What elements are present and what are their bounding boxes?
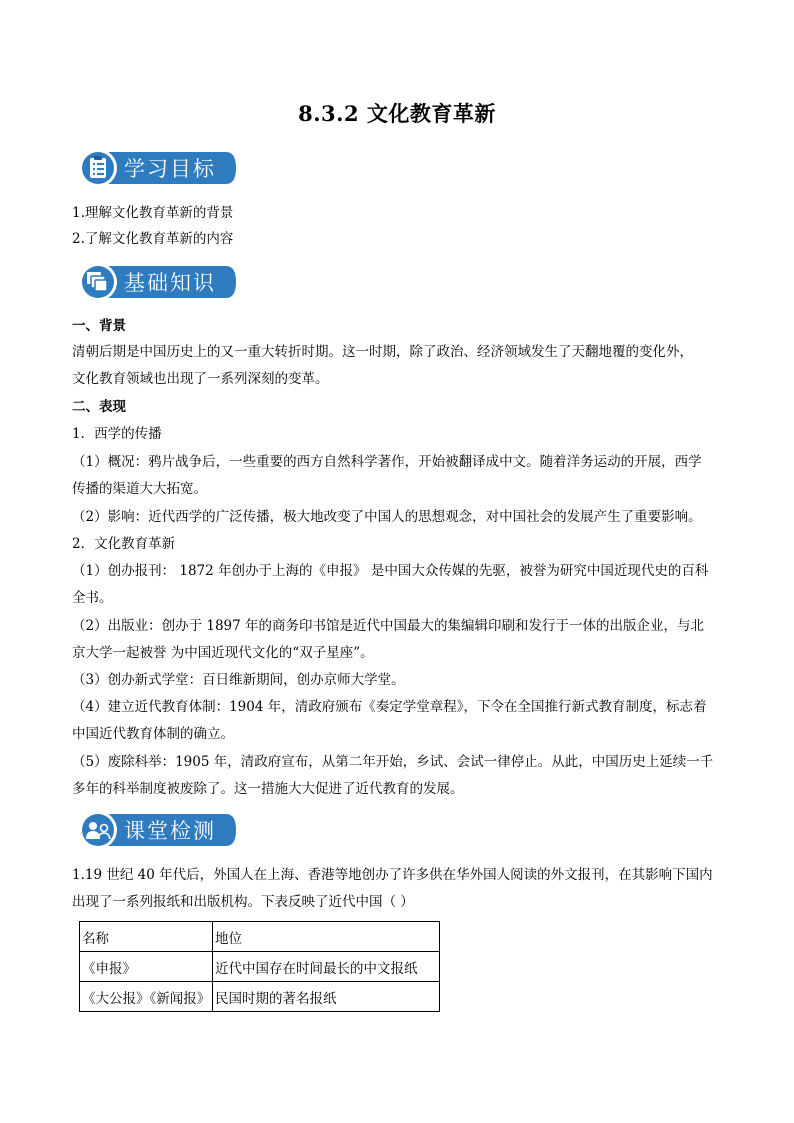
background-text-line-1: 清朝后期是中国历史上的又一重大转折时期。这一时期，除了政治、经济领域发生了天翻地覆的变化外， — [72, 344, 693, 360]
newspaper-table — [79, 921, 440, 1012]
question-1-line-1: 1.19 世纪 40 年代后，外国人在上海、香港等地创办了许多供在华外国人阅读的外文报刊，在其影响下国内 — [72, 867, 713, 883]
page-title: 8.3.2 文化教育革新 — [298, 101, 496, 126]
goal-item-1: 1.理解文化教育革新的背景 — [72, 205, 234, 221]
table-cell: 《大公报》《新闻报》 — [80, 982, 213, 1012]
heading-background: 一、背景 — [72, 318, 126, 334]
newspaper-line-2: 全书。 — [72, 590, 113, 606]
section-title-check: 课堂检测 — [124, 819, 216, 843]
table-row — [80, 982, 440, 1012]
table-header-row — [80, 922, 440, 952]
background-text-line-2: 文化教育领域也出现了一系列深刻的变革。 — [72, 371, 329, 387]
exam-abolition-line-2: 多年的科举制度被废除了。这一措施大大促进了近代教育的发展。 — [72, 781, 464, 797]
subheading-culture-education: 2．文化教育革新 — [72, 536, 176, 552]
publishing-line-2: 京大学一起被誉 为中国近现代文化的“双子星座”。 — [72, 645, 374, 661]
section-title-knowledge: 基础知识 — [124, 271, 216, 295]
subheading-western-learning: 1．西学的传播 — [72, 426, 162, 442]
table-cell: 民国时期的著名报纸 — [213, 982, 440, 1012]
exam-abolition-line-1: （5）废除科举：1905 年，清政府宣布，从第二年开始，乡试、会试一律停止。从此，中国历史上延续一千 — [72, 754, 714, 770]
question-1-line-2: 出现了一系列报纸和出版机构。下表反映了近代中国（ ） — [72, 894, 414, 910]
overview-line-1: （1）概况：鸦片战争后，一些重要的西方自然科学著作，开始被翻译成中文。随着洋务运动的开展，西学 — [72, 454, 702, 470]
heading-manifestation: 二、表现 — [72, 399, 126, 415]
education-system-line-2: 中国近代教育体制的确立。 — [72, 726, 234, 742]
section-banner-knowledge — [76, 262, 238, 302]
influence-text: （2）影响：近代西学的广泛传播，极大地改变了中国人的思想观念，对中国社会的发展产生了重要影响。 — [72, 509, 702, 525]
table-header-cell: 地位 — [213, 922, 440, 952]
newspaper-line-1: （1）创办报刊： 1872 年创办于上海的《申报》 是中国大众传媒的先驱，被誉为研究中国近现代史的百科 — [72, 563, 709, 579]
education-system-line-1: （4）建立近代教育体制：1904 年，清政府颁布《奏定学堂章程》，下令在全国推行新式教育制度，标志着 — [72, 699, 707, 715]
new-school-text: （3）创办新式学堂：百日维新期间，创办京师大学堂。 — [72, 672, 405, 688]
section-banner-goals — [76, 148, 238, 188]
table-header-cell: 名称 — [80, 922, 213, 952]
section-title-goals: 学习目标 — [124, 157, 216, 181]
goal-item-2: 2.了解文化教育革新的内容 — [72, 231, 234, 247]
publishing-line-1: （2）出版业：创办于 1897 年的商务印书馆是近代中国最大的集编辑印刷和发行于一体的出版企业，与北 — [72, 618, 705, 634]
section-banner-check — [76, 810, 238, 850]
table-cell: 《申报》 — [80, 952, 213, 982]
overview-line-2: 传播的渠道大大拓宽。 — [72, 481, 207, 497]
table-row — [80, 952, 440, 982]
table-cell: 近代中国存在时间最长的中文报纸 — [213, 952, 440, 982]
